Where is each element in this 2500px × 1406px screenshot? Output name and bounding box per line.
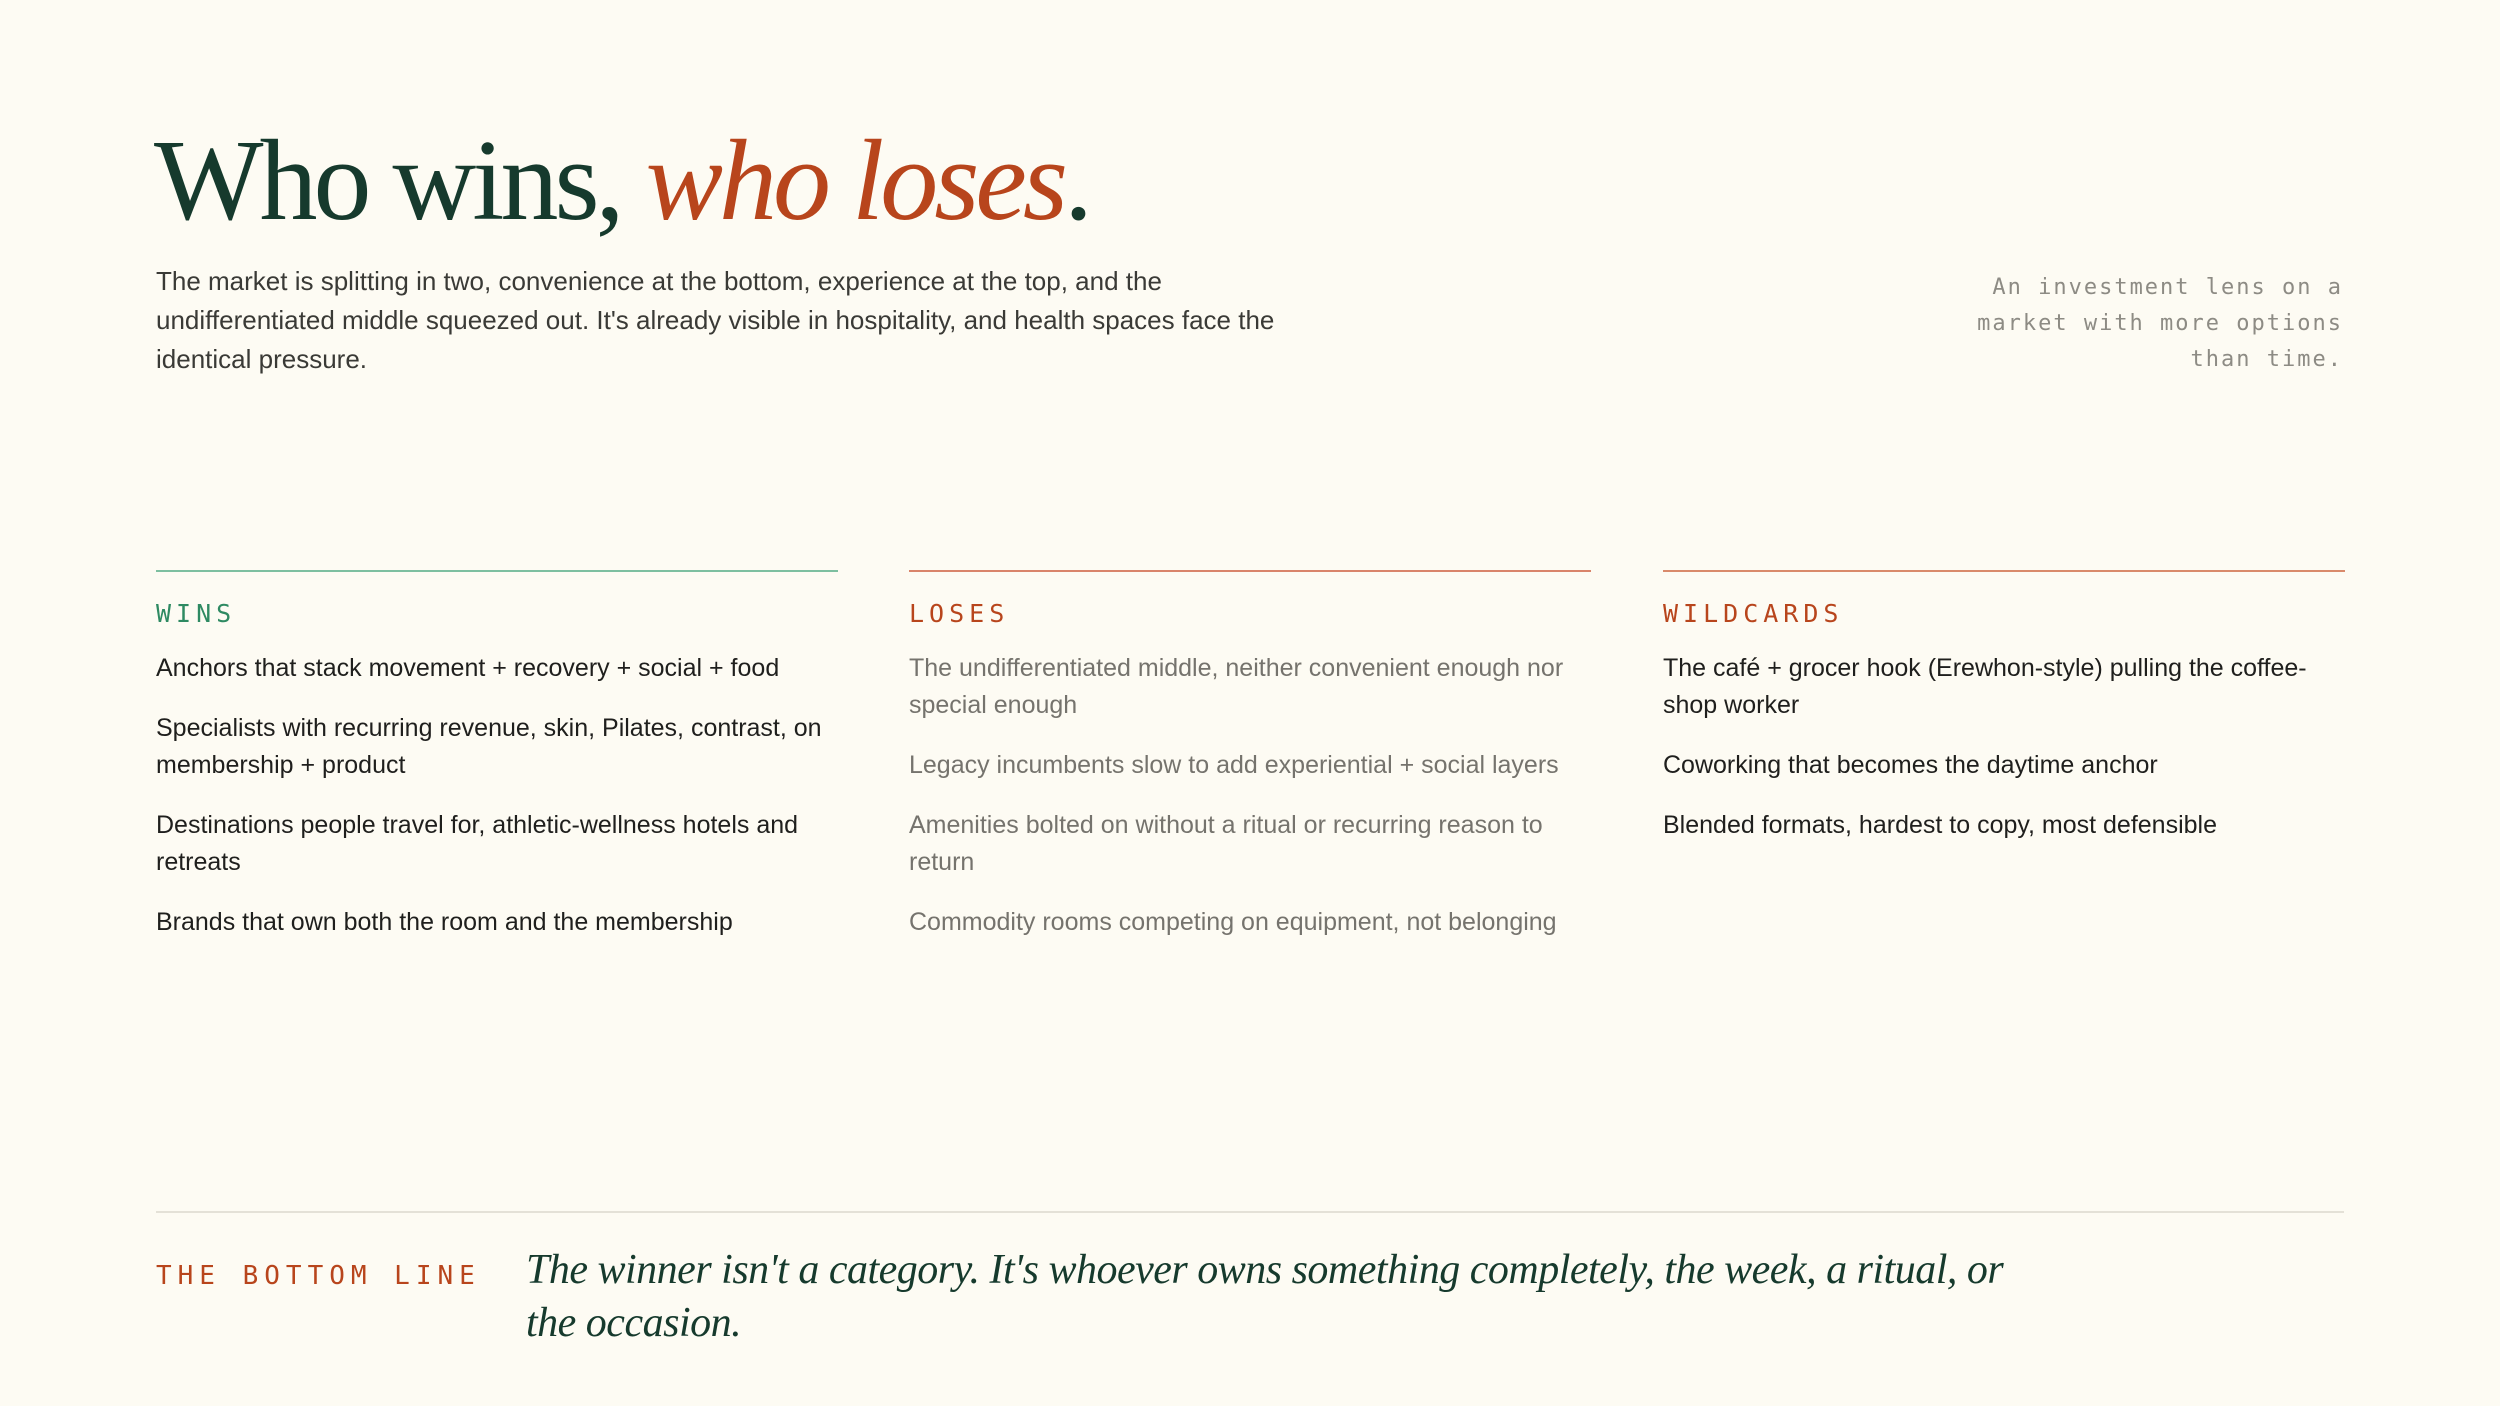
list-item: Anchors that stack movement + recovery + social + food xyxy=(156,654,780,682)
bottom-divider xyxy=(156,1211,2344,1213)
list-item: The café + grocer hook (Erewhon-style) pulling the coffee-shop worker xyxy=(1663,654,2307,719)
intro-paragraph: The market is splitting in two, convenience at the bottom, experience at the top, and the undifferentiated middle squeezed out. It's already visible in hospitality, and health spaces face the identical pressure. xyxy=(156,266,1275,374)
loses-list xyxy=(909,650,1591,941)
list-item: Blended formats, hardest to copy, most defensible xyxy=(1663,811,2218,839)
aside-note: An investment lens on a market with more options than time. xyxy=(1977,275,2343,372)
list-item: Specialists with recurring revenue, skin, Pilates, contrast, on membership + product xyxy=(156,714,822,779)
list-item: Amenities bolted on without a ritual or recurring reason to return xyxy=(909,811,1543,876)
wins-column xyxy=(156,570,838,964)
wildcards-list xyxy=(1663,650,2345,844)
bottom-line-quote: The winner isn't a category. It's whoever owns something completely, the week, a ritual, or the occasion. xyxy=(526,1247,2004,1346)
wildcards-heading: WILDCARDS xyxy=(1663,599,1844,628)
wins-heading: WINS xyxy=(156,599,237,628)
list-item: The undifferentiated middle, neither convenient enough nor special enough xyxy=(909,654,1564,719)
loses-column xyxy=(909,570,1591,964)
page-title xyxy=(154,118,1089,246)
title-period: . xyxy=(1064,117,1090,245)
title-accent: who loses xyxy=(645,117,1065,245)
list-item: Commodity rooms competing on equipment, not belonging xyxy=(909,908,1557,936)
list-item: Legacy incumbents slow to add experiential + social layers xyxy=(909,751,1559,779)
list-item: Brands that own both the room and the membership xyxy=(156,908,733,936)
loses-heading: LOSES xyxy=(909,599,1010,628)
list-item: Destinations people travel for, athletic-wellness hotels and retreats xyxy=(156,811,799,876)
bottom-line-label: THE BOTTOM LINE xyxy=(156,1261,481,1291)
title-main: Who wins, xyxy=(154,117,621,245)
wildcards-column xyxy=(1663,570,2345,867)
wins-list xyxy=(156,650,838,941)
list-item: Coworking that becomes the daytime anchor xyxy=(1663,751,2158,779)
